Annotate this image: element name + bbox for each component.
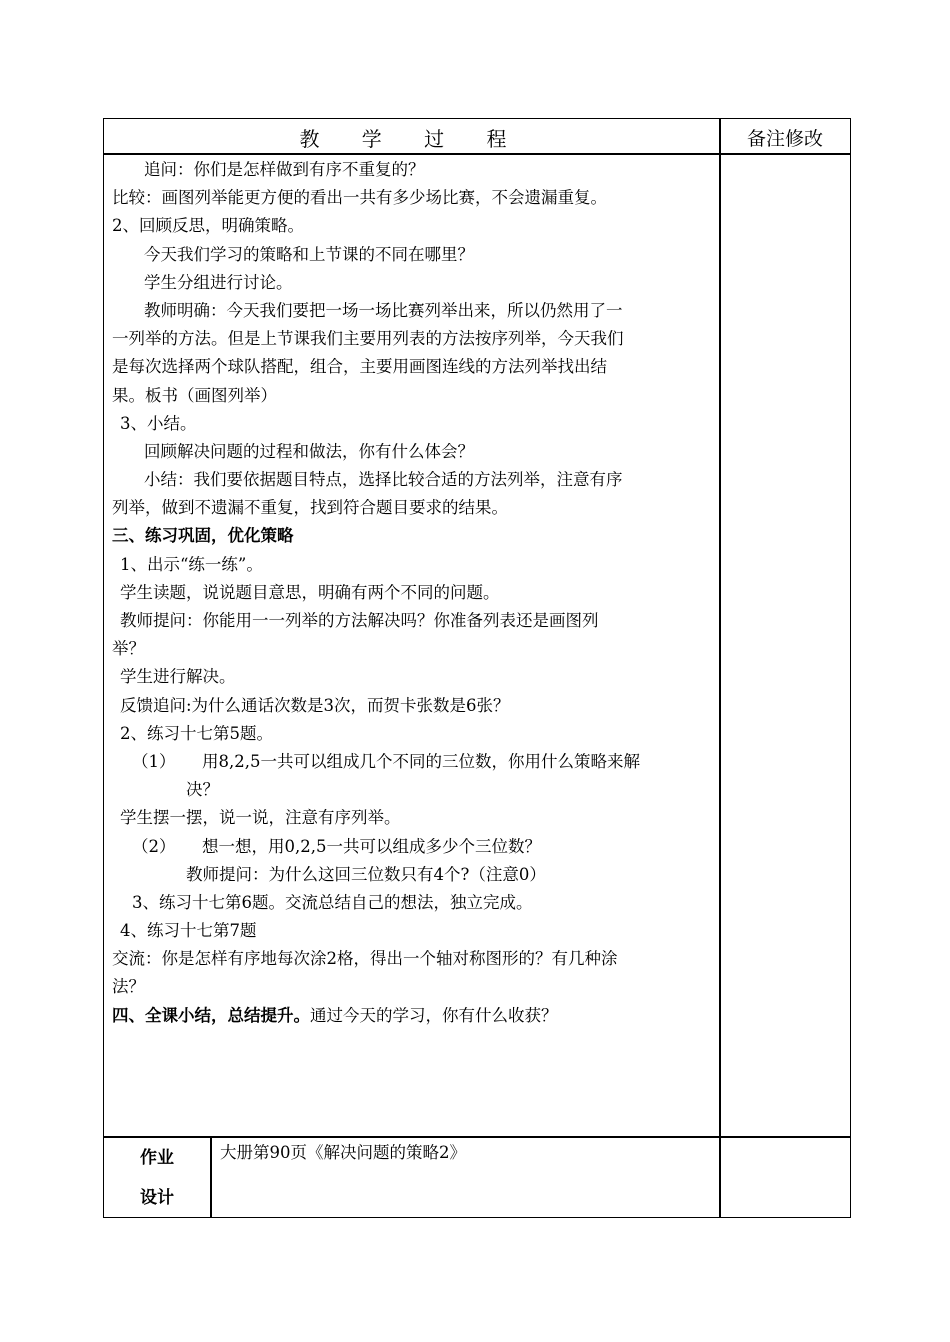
text-line: 学生摆一摆，说一说，注意有序列举。 <box>120 808 401 828</box>
text-line: 列举，做到不遗漏不重复，找到符合题目要求的结果。 <box>112 498 508 518</box>
text-line: 决？ <box>186 780 219 800</box>
text-line: 交流：你是怎样有序地每次涂2格，得出一个轴对称图形的？有几种涂 <box>112 949 618 969</box>
text-line: 法？ <box>112 977 145 997</box>
text-line: 追问：你们是怎样做到有序不重复的？ <box>144 160 425 179</box>
text-line: 小结：我们要依据题目特点，选择比较合适的方法列举，注意有序 <box>144 470 623 490</box>
text-line: 比较：画图列举能更方便的看出一共有多少场比赛，不会遗漏重复。 <box>112 188 607 208</box>
homework-label: 作业 <box>140 1148 174 1168</box>
text-line <box>112 833 712 861</box>
text-line: 回顾解决问题的过程和做法，你有什么体会？ <box>144 441 474 461</box>
text-line: 2、回顾反思，明确策略。 <box>112 216 304 236</box>
text-line: 学生分组进行讨论。 <box>144 272 293 292</box>
text-line: 今天我们学习的策略和上节课的不同在哪里？ <box>144 244 474 264</box>
text-line: 一列举的方法。但是上节课我们主要用列表的方法按序列举，今天我们 <box>112 329 624 349</box>
text-line: 2、练习十七第5题。 <box>120 723 273 743</box>
item-number: （1） <box>132 751 176 771</box>
text-line: 3、练习十七第6题。交流总结自己的想法，独立完成。 <box>132 892 533 912</box>
text-line: 学生进行解决。 <box>120 667 236 687</box>
text-line: 教师明确：今天我们要把一场一场比赛列举出来，所以仍然用了一 <box>144 300 623 320</box>
item-number: （2） <box>132 836 176 856</box>
text-line <box>112 1002 712 1030</box>
homework-divider <box>103 1136 851 1138</box>
text-line: 教师提问：你能用一一列举的方法解决吗？你准备列表还是画图列 <box>120 611 599 630</box>
text-line: 是每次选择两个球队搭配，组合，主要用画图连线的方法列举找出结 <box>112 357 607 377</box>
notes-column-divider <box>719 118 721 1218</box>
text-line: 反馈追问:为什么通话次数是3次，而贺卡张数是6张？ <box>120 695 510 715</box>
homework-label: 设计 <box>140 1188 174 1208</box>
text-line: 3、小结。 <box>120 413 197 433</box>
item-text: 用8,2,5一共可以组成几个不同的三位数，你用什么策略来解 <box>202 751 640 771</box>
text-line: 1、出示“练一练”。 <box>120 554 263 574</box>
lesson-content <box>112 156 712 1030</box>
homework-label-divider <box>210 1136 212 1218</box>
text-line: 教师提问：为什么这回三位数只有4个?（注意0） <box>186 864 546 884</box>
text-line <box>112 748 712 776</box>
process-header: 教 学 过 程 <box>299 126 525 151</box>
text-line: 学生读题，说说题目意思，明确有两个不同的问题。 <box>120 582 500 602</box>
text-line: 4、练习十七第7题 <box>120 921 257 941</box>
text-line: 通过今天的学习，你有什么收获？ <box>310 1005 558 1025</box>
section-heading: 三、练习巩固，优化策略 <box>112 526 294 546</box>
text-line: 举？ <box>112 639 145 659</box>
notes-header: 备注修改 <box>746 127 823 150</box>
item-text: 想一想，用0,2,5一共可以组成多少个三位数？ <box>202 836 541 856</box>
text-line: 果。板书（画图列举） <box>112 385 277 405</box>
homework-text: 大册第90页《解决问题的策略2》 <box>220 1143 466 1162</box>
section-heading: 四、全课小结，总结提升。 <box>112 1005 310 1025</box>
